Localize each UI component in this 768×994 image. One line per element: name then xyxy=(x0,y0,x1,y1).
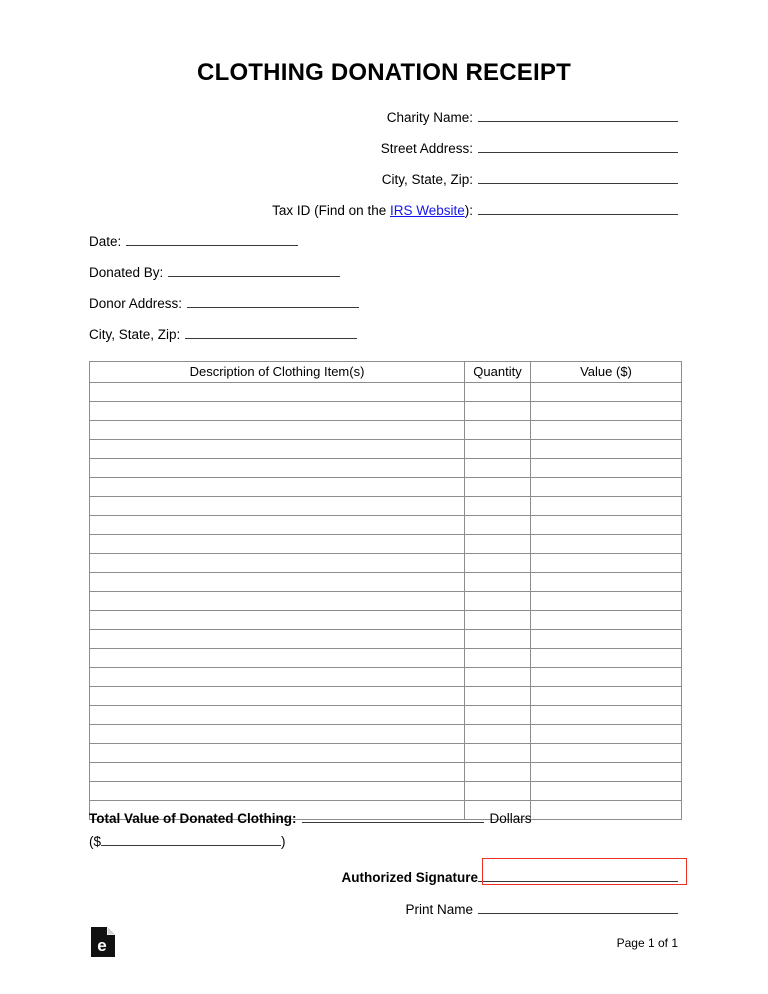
charity-name-input[interactable] xyxy=(478,108,678,122)
cell-quantity[interactable] xyxy=(465,687,531,706)
cell-description[interactable] xyxy=(90,516,465,535)
cell-value[interactable] xyxy=(531,421,682,440)
table-row xyxy=(90,668,682,687)
column-header-quantity: Quantity xyxy=(465,362,531,383)
cell-value[interactable] xyxy=(531,497,682,516)
cell-description[interactable] xyxy=(90,744,465,763)
table-row xyxy=(90,744,682,763)
cell-quantity[interactable] xyxy=(465,706,531,725)
cell-quantity[interactable] xyxy=(465,725,531,744)
street-address-label: Street Address: xyxy=(380,141,473,156)
donated-by-input[interactable] xyxy=(168,263,340,277)
total-amount-open-paren: ($ xyxy=(89,834,102,849)
tax-id-label-prefix: Tax ID (Find on the xyxy=(272,203,390,218)
cell-value[interactable] xyxy=(531,725,682,744)
total-value-field xyxy=(89,809,532,826)
table-row xyxy=(90,440,682,459)
cell-value[interactable] xyxy=(531,459,682,478)
cell-description[interactable] xyxy=(90,554,465,573)
cell-description[interactable] xyxy=(90,611,465,630)
cell-description[interactable] xyxy=(90,459,465,478)
tax-id-label xyxy=(272,203,478,218)
donor-info-section xyxy=(89,232,589,356)
street-address-field xyxy=(89,139,678,170)
cell-value[interactable] xyxy=(531,383,682,402)
date-input[interactable] xyxy=(126,232,298,246)
charity-info-section xyxy=(89,108,678,232)
table-row xyxy=(90,516,682,535)
donor-city-state-zip-label: City, State, Zip: xyxy=(89,327,181,342)
table-row xyxy=(90,782,682,801)
cell-quantity[interactable] xyxy=(465,516,531,535)
table-row xyxy=(90,497,682,516)
print-name-input[interactable] xyxy=(478,900,678,914)
cell-description[interactable] xyxy=(90,630,465,649)
cell-description[interactable] xyxy=(90,440,465,459)
cell-quantity[interactable] xyxy=(465,573,531,592)
print-name-field xyxy=(89,900,678,917)
authorized-signature-label: Authorized Signature xyxy=(341,870,478,885)
cell-quantity[interactable] xyxy=(465,782,531,801)
table-row xyxy=(90,402,682,421)
cell-quantity[interactable] xyxy=(465,535,531,554)
table-row xyxy=(90,706,682,725)
cell-value[interactable] xyxy=(531,801,682,820)
total-amount-close-paren: ) xyxy=(281,834,286,849)
cell-description[interactable] xyxy=(90,725,465,744)
donated-by-label: Donated By: xyxy=(89,265,164,280)
cell-value[interactable] xyxy=(531,554,682,573)
total-value-input[interactable] xyxy=(302,809,484,823)
svg-text:e: e xyxy=(97,936,107,955)
cell-value[interactable] xyxy=(531,706,682,725)
donor-city-state-zip-field xyxy=(89,325,589,356)
cell-value[interactable] xyxy=(531,535,682,554)
cell-description[interactable] xyxy=(90,763,465,782)
cell-quantity[interactable] xyxy=(465,497,531,516)
cell-value[interactable] xyxy=(531,592,682,611)
cell-value[interactable] xyxy=(531,516,682,535)
donor-address-label: Donor Address: xyxy=(89,296,183,311)
print-name-label: Print Name xyxy=(405,902,473,917)
donated-by-field xyxy=(89,263,589,294)
cell-value[interactable] xyxy=(531,573,682,592)
cell-description[interactable] xyxy=(90,402,465,421)
charity-city-state-zip-label: City, State, Zip: xyxy=(381,172,473,187)
cell-value[interactable] xyxy=(531,478,682,497)
donor-address-input[interactable] xyxy=(187,294,359,308)
clothing-items-table xyxy=(89,361,682,820)
charity-name-label: Charity Name: xyxy=(386,110,473,125)
cell-quantity[interactable] xyxy=(465,763,531,782)
table-header xyxy=(90,362,682,383)
column-header-description: Description of Clothing Item(s) xyxy=(90,362,465,383)
table-row xyxy=(90,573,682,592)
table-row xyxy=(90,478,682,497)
total-value-label: Total Value of Donated Clothing: xyxy=(89,811,297,826)
cell-description[interactable] xyxy=(90,421,465,440)
cell-quantity[interactable] xyxy=(465,611,531,630)
cell-value[interactable] xyxy=(531,649,682,668)
signature-field-highlight-box[interactable] xyxy=(482,858,687,885)
date-field xyxy=(89,232,589,263)
cell-value[interactable] xyxy=(531,763,682,782)
cell-quantity[interactable] xyxy=(465,478,531,497)
table-body xyxy=(90,383,682,820)
table-row xyxy=(90,630,682,649)
cell-quantity[interactable] xyxy=(465,383,531,402)
cell-quantity[interactable] xyxy=(465,649,531,668)
donor-city-state-zip-input[interactable] xyxy=(185,325,357,339)
cell-quantity[interactable] xyxy=(465,421,531,440)
tax-id-label-suffix: ): xyxy=(464,203,473,218)
street-address-input[interactable] xyxy=(478,139,678,153)
cell-value[interactable] xyxy=(531,611,682,630)
page-number: Page 1 of 1 xyxy=(616,936,678,950)
tax-id-input[interactable] xyxy=(478,201,678,215)
cell-description[interactable] xyxy=(90,687,465,706)
cell-quantity[interactable] xyxy=(465,440,531,459)
donor-address-field xyxy=(89,294,589,325)
charity-city-state-zip-input[interactable] xyxy=(478,170,678,184)
table-row xyxy=(90,763,682,782)
table-row xyxy=(90,554,682,573)
cell-value[interactable] xyxy=(531,402,682,421)
cell-description[interactable] xyxy=(90,535,465,554)
charity-name-field xyxy=(89,108,678,139)
cell-description[interactable] xyxy=(90,592,465,611)
cell-quantity[interactable] xyxy=(465,744,531,763)
eforms-logo-icon xyxy=(91,927,115,957)
total-value-units: Dollars xyxy=(489,811,532,826)
cell-description[interactable] xyxy=(90,782,465,801)
table-row xyxy=(90,687,682,706)
cell-description[interactable] xyxy=(90,706,465,725)
charity-city-state-zip-field xyxy=(89,170,678,201)
cell-quantity[interactable] xyxy=(465,459,531,478)
table-header-row xyxy=(90,362,682,383)
cell-description[interactable] xyxy=(90,478,465,497)
page-title: CLOTHING DONATION RECEIPT xyxy=(197,59,571,86)
cell-quantity[interactable] xyxy=(465,554,531,573)
table-row xyxy=(90,421,682,440)
cell-description[interactable] xyxy=(90,573,465,592)
cell-quantity[interactable] xyxy=(465,630,531,649)
cell-description[interactable] xyxy=(90,383,465,402)
table-row xyxy=(90,459,682,478)
table-row xyxy=(90,592,682,611)
table-row xyxy=(90,725,682,744)
cell-value[interactable] xyxy=(531,782,682,801)
table-row xyxy=(90,649,682,668)
total-amount-numeric-field xyxy=(89,832,286,849)
cell-value[interactable] xyxy=(531,668,682,687)
cell-description[interactable] xyxy=(90,668,465,687)
table-row xyxy=(90,535,682,554)
date-label: Date: xyxy=(89,234,122,249)
cell-description[interactable] xyxy=(90,497,465,516)
cell-value[interactable] xyxy=(531,440,682,459)
cell-quantity[interactable] xyxy=(465,592,531,611)
irs-website-link[interactable]: IRS Website xyxy=(389,203,465,218)
cell-quantity[interactable] xyxy=(465,668,531,687)
tax-id-field xyxy=(89,201,678,232)
column-header-value: Value ($) xyxy=(531,362,682,383)
cell-value[interactable] xyxy=(531,630,682,649)
cell-quantity[interactable] xyxy=(465,402,531,421)
cell-description[interactable] xyxy=(90,649,465,668)
total-amount-input[interactable] xyxy=(101,832,281,846)
table-row xyxy=(90,611,682,630)
table-row xyxy=(90,383,682,402)
cell-value[interactable] xyxy=(531,687,682,706)
cell-value[interactable] xyxy=(531,744,682,763)
